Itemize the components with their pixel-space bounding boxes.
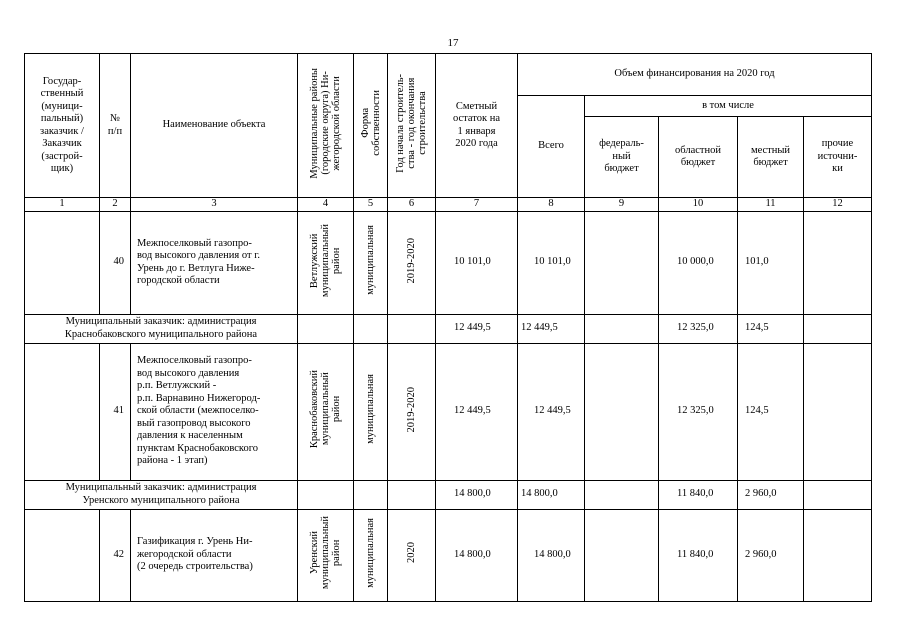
column-numbers-row bbox=[25, 198, 872, 212]
header-years: Год начала строитель- ства - год окончания строительства bbox=[388, 54, 436, 198]
column-number: 4 bbox=[298, 198, 354, 212]
district-cell bbox=[298, 480, 354, 509]
federal-cell bbox=[585, 480, 659, 509]
customer-cell bbox=[25, 509, 100, 601]
header-district: Муниципальные районы (городские округа) Ни- жегородской области bbox=[298, 54, 354, 198]
total-cell: 14 800,0 bbox=[518, 509, 585, 601]
column-number: 7 bbox=[436, 198, 518, 212]
federal-cell bbox=[585, 314, 659, 343]
header-local: местный бюджет bbox=[738, 117, 804, 198]
column-number: 11 bbox=[738, 198, 804, 212]
row-number: 40 bbox=[100, 211, 131, 314]
object-name: Межпоселковый газопро- вод высокого давления от г. Урень до г. Ветлуга Ниже- городской области bbox=[131, 211, 298, 314]
years-cell: 2019-2020 bbox=[388, 343, 436, 480]
table-row bbox=[25, 509, 872, 601]
header-ownership: Форма собственности bbox=[354, 54, 388, 198]
estimate-cell: 14 800,0 bbox=[436, 509, 518, 601]
other-cell bbox=[804, 343, 872, 480]
local-cell: 124,5 bbox=[738, 343, 804, 480]
table-row bbox=[25, 211, 872, 314]
column-number: 12 bbox=[804, 198, 872, 212]
years-cell: 2019-2020 bbox=[388, 211, 436, 314]
district-cell bbox=[298, 314, 354, 343]
financing-table bbox=[24, 53, 872, 602]
header-other: прочие источни- ки bbox=[804, 117, 872, 198]
header-regional: областной бюджет bbox=[659, 117, 738, 198]
district-cell: Краснобаковский муниципальный район bbox=[298, 343, 354, 480]
column-number: 8 bbox=[518, 198, 585, 212]
estimate-cell: 12 449,5 bbox=[436, 343, 518, 480]
header-financing: Объем финансирования на 2020 год bbox=[518, 54, 872, 96]
estimate-cell: 10 101,0 bbox=[436, 211, 518, 314]
row-number: 41 bbox=[100, 343, 131, 480]
customer-row bbox=[25, 480, 872, 509]
row-number: 42 bbox=[100, 509, 131, 601]
regional-cell: 10 000,0 bbox=[659, 211, 738, 314]
column-number: 2 bbox=[100, 198, 131, 212]
other-cell bbox=[804, 211, 872, 314]
object-name: Газификация г. Урень Ни- жегородской области (2 очередь строительства) bbox=[131, 509, 298, 601]
total-cell: 12 449,5 bbox=[518, 314, 585, 343]
local-cell: 124,5 bbox=[738, 314, 804, 343]
local-cell: 2 960,0 bbox=[738, 509, 804, 601]
district-cell: Ветлужский муниципальный район bbox=[298, 211, 354, 314]
column-number: 10 bbox=[659, 198, 738, 212]
customer-label: Муниципальный заказчик: администрация Уренского муниципального района bbox=[25, 480, 298, 509]
federal-cell bbox=[585, 509, 659, 601]
district-cell: Уренский муниципальный район bbox=[298, 509, 354, 601]
header-row bbox=[25, 54, 872, 96]
total-cell: 14 800,0 bbox=[518, 480, 585, 509]
object-name: Межпоселковый газопро- вод высокого давления р.п. Ветлужский - р.п. Варнавино Нижегород- ской области (межпоселко- вый газопровод высокого давления к населенным пунктам Краснобаковского района - 1 этап) bbox=[131, 343, 298, 480]
regional-cell: 12 325,0 bbox=[659, 343, 738, 480]
regional-cell: 11 840,0 bbox=[659, 480, 738, 509]
header-including: в том числе bbox=[585, 96, 872, 117]
ownership-cell: муниципальная bbox=[354, 509, 388, 601]
table-row bbox=[25, 343, 872, 480]
ownership-cell: муниципальная bbox=[354, 343, 388, 480]
other-cell bbox=[804, 509, 872, 601]
customer-row bbox=[25, 314, 872, 343]
column-number: 1 bbox=[25, 198, 100, 212]
header-federal: федераль- ный бюджет bbox=[585, 117, 659, 198]
other-cell bbox=[804, 480, 872, 509]
regional-cell: 11 840,0 bbox=[659, 509, 738, 601]
ownership-cell bbox=[354, 314, 388, 343]
total-cell: 10 101,0 bbox=[518, 211, 585, 314]
customer-cell bbox=[25, 211, 100, 314]
column-number: 5 bbox=[354, 198, 388, 212]
header-customer: Государ- ственный (муници- пальный) заказчик / Заказчик (застрой- щик) bbox=[25, 54, 100, 198]
column-number: 9 bbox=[585, 198, 659, 212]
header-object-name: Наименование объекта bbox=[131, 54, 298, 198]
header-total: Всего bbox=[518, 96, 585, 198]
years-cell bbox=[388, 480, 436, 509]
local-cell: 2 960,0 bbox=[738, 480, 804, 509]
column-number: 6 bbox=[388, 198, 436, 212]
estimate-cell: 12 449,5 bbox=[436, 314, 518, 343]
other-cell bbox=[804, 314, 872, 343]
local-cell: 101,0 bbox=[738, 211, 804, 314]
total-cell: 12 449,5 bbox=[518, 343, 585, 480]
years-cell bbox=[388, 314, 436, 343]
ownership-cell: муниципальная bbox=[354, 211, 388, 314]
years-cell: 2020 bbox=[388, 509, 436, 601]
ownership-cell bbox=[354, 480, 388, 509]
federal-cell bbox=[585, 343, 659, 480]
column-number: 3 bbox=[131, 198, 298, 212]
header-estimate: Сметный остаток на 1 января 2020 года bbox=[436, 54, 518, 198]
estimate-cell: 14 800,0 bbox=[436, 480, 518, 509]
customer-label: Муниципальный заказчик: администрация Краснобаковского муниципального района bbox=[25, 314, 298, 343]
header-number: № п/п bbox=[100, 54, 131, 198]
regional-cell: 12 325,0 bbox=[659, 314, 738, 343]
page-number: 17 bbox=[447, 37, 459, 49]
customer-cell bbox=[25, 343, 100, 480]
federal-cell bbox=[585, 211, 659, 314]
